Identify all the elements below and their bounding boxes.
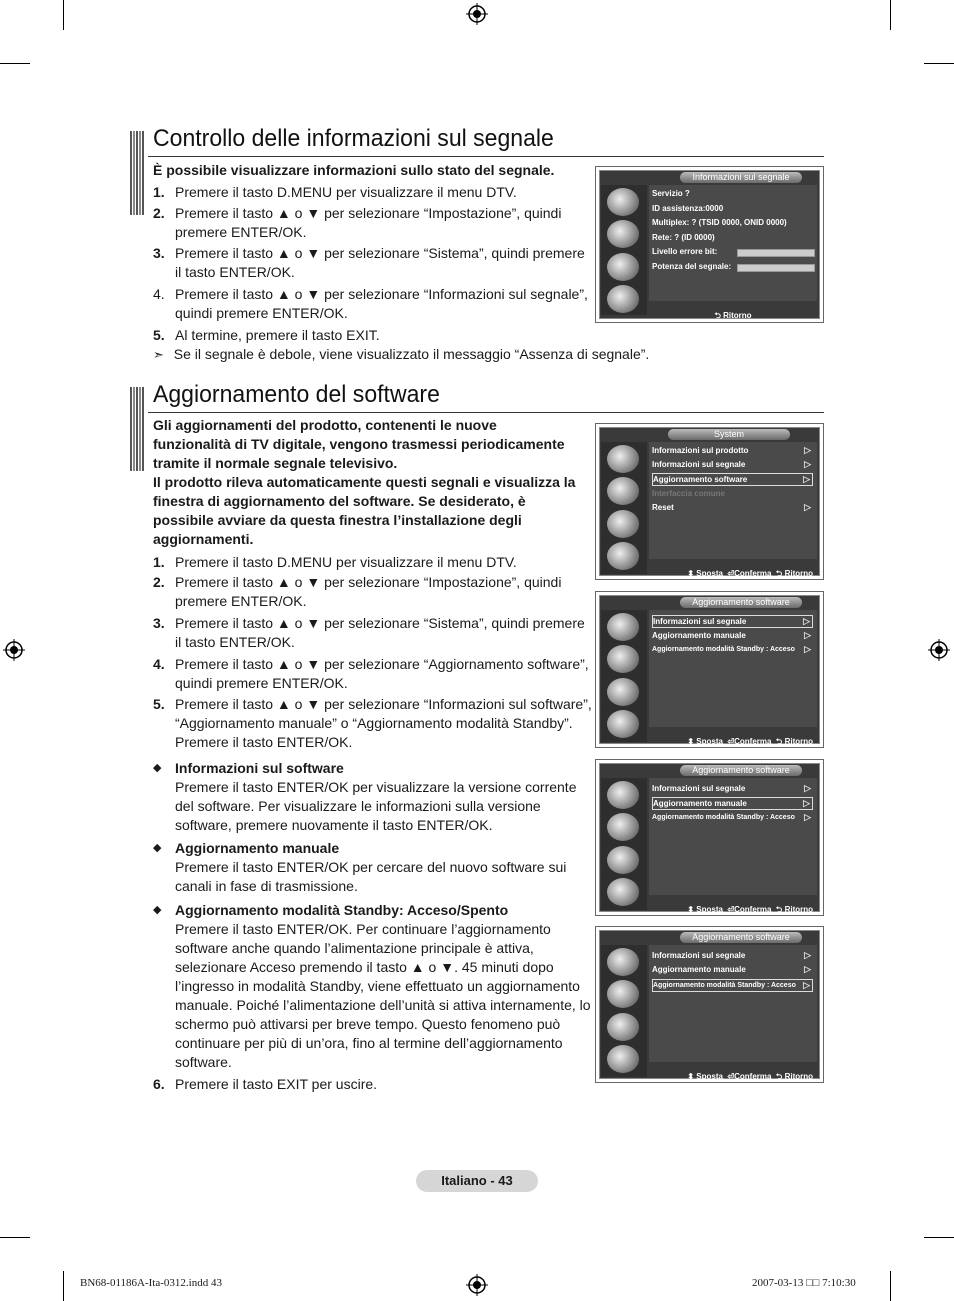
section-bar [130,131,144,215]
osd-menu-item[interactable]: Informazioni sul segnale ▷ [652,783,811,793]
section-title: Controllo delle informazioni sul segnale [153,125,554,152]
note-arrow-icon: ➣ [153,347,164,362]
section-bar [130,387,144,471]
enter-icon: ⏎ [727,1072,735,1081]
osd-screen-software-update [595,926,824,1083]
crop-mark [63,1271,64,1301]
osd-menu-item-selected[interactable]: Informazioni sul segnale ▷ [652,615,813,628]
osd-row: Potenza del segnale: [652,262,732,271]
sound-icon [607,813,639,841]
crop-mark [63,0,64,30]
updown-icon: ⬍ [687,905,695,914]
section-rule [148,412,824,413]
return-icon: ⮌ [775,569,783,578]
picture-icon [607,948,639,976]
picture-icon [607,781,639,809]
sound-icon [607,220,639,248]
setup-icon [607,678,639,706]
footer-date: 2007-03-13 □□ 7:10:30 [752,1277,856,1289]
bullet-item: ◆ Aggiornamento manuale Premere il tasto ENTER/OK per cercare del nuovo software sui canali in fase di trasmissione. [153,840,567,894]
sound-icon [607,477,639,505]
osd-title: Aggiornamento software [680,932,802,943]
channel-icon [607,710,639,738]
osd-menu-item[interactable]: Informazioni sul prodotto ▷ [652,445,811,455]
osd-title: Aggiornamento software [680,765,802,776]
osd-row: Multiplex: ? (TSID 0000, ONID 0000) [652,218,787,227]
osd-footer: ⮌ Ritorno [714,311,752,320]
registration-mark-icon [3,639,25,661]
osd-title: System [668,429,790,440]
setup-icon [607,510,639,538]
osd-menu-item[interactable]: Aggiornamento manuale ▷ [652,964,811,974]
osd-footer: ⬍ Sposta ⏎Conferma ⮌ Ritorno [687,737,813,746]
bullet-item: ◆ Aggiornamento modalità Standby: Acceso/Spento Premere il tasto ENTER/OK. Per continuare l’aggiornamento software anche quando l’alimentazione principale è attiva, selezionare Acceso premendo il tasto ▲ o ▼. 45 minuti dopo l’ingresso in modalità Standby, viene effettuato un aggiornamento manuale. Poiché l’alimentazione dell’unità si attiva internamente, lo schermo può attivarsi per breve tempo. Questo fenomeno può continuare per più di un’ora, fino al termine dell’aggiornamento software. [153,902,591,1070]
crop-mark [924,63,954,64]
osd-menu-item[interactable]: Aggiornamento manuale ▷ [652,630,811,640]
enter-icon: ⏎ [727,737,735,746]
osd-list [649,442,817,559]
registration-mark-icon [466,3,488,25]
channel-icon [607,878,639,906]
osd-list [649,778,817,895]
osd-list [649,185,817,301]
osd-row: Servizio ? [652,189,690,198]
arrow-right-icon: ▷ [804,783,811,793]
osd-sidebar [601,945,647,1077]
enter-icon: ⏎ [727,905,735,914]
osd-screen-signal-info [595,166,824,323]
arrow-right-icon: ▷ [804,644,811,654]
osd-menu-item-selected[interactable]: Aggiornamento manuale ▷ [652,797,813,810]
setup-icon [607,1013,639,1041]
osd-sidebar [601,778,647,910]
enter-icon: ⏎ [727,569,735,578]
osd-sidebar [601,185,647,315]
arrow-right-icon: ▷ [803,980,810,990]
registration-mark-icon [928,639,950,661]
arrow-right-icon: ▷ [804,459,811,469]
osd-footer: ⬍ Sposta ⏎Conferma ⮌ Ritorno [687,569,813,578]
picture-icon [607,188,639,216]
return-icon: ⮌ [775,1072,783,1081]
registration-mark-icon [466,1274,488,1296]
picture-icon [607,445,639,473]
crop-mark [0,63,30,64]
updown-icon: ⬍ [687,1072,695,1081]
step-item: 5. Al termine, premere il tasto EXIT. [153,327,380,343]
arrow-right-icon: ▷ [803,616,810,626]
osd-screen-software-update [595,759,824,916]
setup-icon [607,253,639,281]
arrow-right-icon: ▷ [803,474,810,484]
osd-menu-item[interactable]: Aggiornamento modalità Standby : Acceso ▷ [652,644,811,654]
diamond-icon: ◆ [153,904,162,916]
osd-screen-software-update [595,591,824,748]
setup-icon [607,846,639,874]
updown-icon: ⬍ [687,737,695,746]
osd-menu-item-selected[interactable]: Aggiornamento software ▷ [652,473,813,486]
arrow-right-icon: ▷ [804,950,811,960]
channel-icon [607,1045,639,1073]
section-intro: Gli aggiornamenti del prodotto, contenenti le nuove funzionalità di TV digitale, vengono trasmessi periodicamente tramite il normale segnale televisivo. [153,417,565,471]
step-item: 3. Premere il tasto ▲ o ▼ per selezionare “Sistema”, quindi premere il tasto ENTER/OK. [153,245,585,280]
channel-icon [607,542,639,570]
osd-sidebar [601,610,647,742]
osd-menu-item-selected[interactable]: Aggiornamento modalità Standby : Acceso ▷ [652,979,813,992]
osd-list [649,945,817,1062]
diamond-icon: ◆ [153,842,162,854]
step-item: 1. Premere il tasto D.MENU per visualizzare il menu DTV. [153,184,517,200]
crop-mark [924,1237,954,1238]
picture-icon [607,613,639,641]
osd-menu-item[interactable]: Aggiornamento modalità Standby : Acceso ▷ [652,812,811,822]
osd-row: ID assistenza:0000 [652,204,724,213]
error-level-bar [737,249,815,257]
signal-strength-bar [737,264,815,272]
osd-list [649,610,817,727]
step-item: 2. Premere il tasto ▲ o ▼ per selezionare “Impostazione”, quindi premere ENTER/OK. [153,574,562,609]
osd-menu-item[interactable]: Informazioni sul segnale ▷ [652,459,811,469]
arrow-right-icon: ▷ [804,964,811,974]
osd-menu-item[interactable]: Informazioni sul segnale ▷ [652,950,811,960]
osd-title: Aggiornamento software [680,597,802,608]
osd-footer: ⬍ Sposta ⏎Conferma ⮌ Ritorno [687,905,813,914]
arrow-right-icon: ▷ [804,630,811,640]
section-intro: È possibile visualizzare informazioni sullo stato del segnale. [153,162,555,178]
return-icon: ⮌ [775,905,783,914]
arrow-right-icon: ▷ [803,798,810,808]
arrow-right-icon: ▷ [804,502,811,512]
crop-mark [890,0,891,30]
crop-mark [0,1237,30,1238]
diamond-icon: ◆ [153,762,162,774]
osd-row: Rete: ? (ID 0000) [652,233,715,242]
page-number: Italiano - 43 [416,1170,538,1192]
channel-icon [607,285,639,313]
step-item: 1. Premere il tasto D.MENU per visualizzare il menu DTV. [153,554,517,570]
return-icon: ⮌ [775,737,783,746]
note: ➣ Se il segnale è debole, viene visualizzato il messaggio “Assenza di segnale”. [153,346,650,362]
section-rule [148,156,824,157]
step-item: 5. Premere il tasto ▲ o ▼ per selezionare “Informazioni sul software”, “Aggiornamento manuale” o “Aggiornamento modalità Standby”. Premere il tasto ENTER/OK. [153,696,592,750]
arrow-right-icon: ▷ [804,812,811,822]
sound-icon [607,645,639,673]
arrow-right-icon: ▷ [804,445,811,455]
sound-icon [607,980,639,1008]
step-item: 2. Premere il tasto ▲ o ▼ per selezionare “Impostazione”, quindi premere ENTER/OK. [153,205,562,240]
osd-menu-item[interactable]: Reset ▷ [652,502,811,512]
section-title: Aggiornamento del software [153,381,440,408]
footer-file: BN68-01186A-Ita-0312.indd 43 [80,1277,222,1289]
osd-title: Informazioni sul segnale [680,172,802,183]
osd-row: Livello errore bit: [652,247,718,256]
osd-screen-system [595,423,824,580]
step-item: 4. Premere il tasto ▲ o ▼ per selezionare “Aggiornamento software”, quindi premere ENTER/OK. [153,656,589,691]
updown-icon: ⬍ [687,569,695,578]
step-item: 6. Premere il tasto EXIT per uscire. [153,1076,378,1092]
osd-sidebar [601,442,647,574]
step-item: 4. Premere il tasto ▲ o ▼ per selezionare “Informazioni sul segnale”, quindi premere ENTER/OK. [153,286,588,321]
crop-mark [890,1271,891,1301]
step-item: 3. Premere il tasto ▲ o ▼ per selezionare “Sistema”, quindi premere il tasto ENTER/OK. [153,615,585,650]
osd-menu-item: Interfaccia comune [652,489,725,498]
osd-footer: ⬍ Sposta ⏎Conferma ⮌ Ritorno [687,1072,813,1081]
bullet-item: ◆ Informazioni sul software Premere il tasto ENTER/OK per visualizzare la versione corrente del software. Per visualizzare le informazioni sulla versione software, premere nuovamente il tasto ENTER/OK. [153,760,577,833]
section-intro: Il prodotto rileva automaticamente questi segnali e visualizza la finestra di aggiornamento del software. Se desiderato, è possibile avviare da questa finestra l’installazione degli aggiornamenti. [153,474,576,547]
